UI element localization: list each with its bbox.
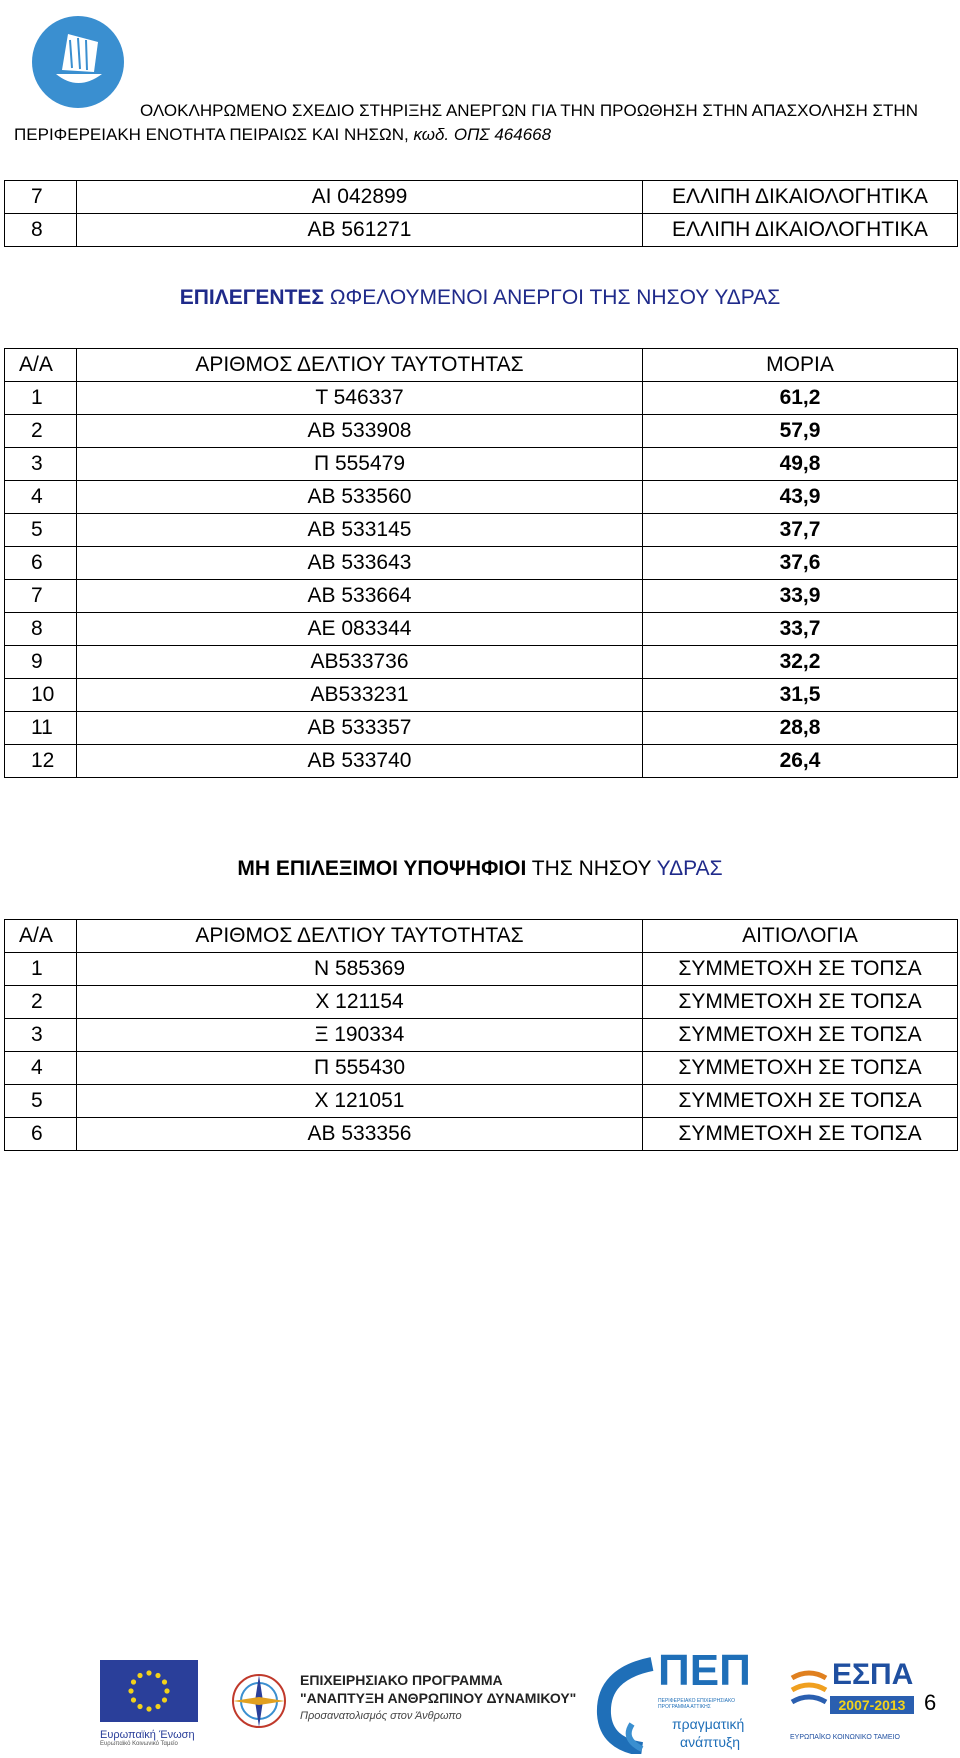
score: 28,8 [643, 712, 958, 745]
pep-sub: ΠΕΡΙΦΕΡΕΙΑΚΟ ΕΠΙΧΕΙΡΗΣΙΑΚΟ ΠΡΟΓΡΑΜΜΑ ΑΤΤΙΚΗΣ [658, 1698, 736, 1710]
score: 49,8 [643, 448, 958, 481]
espa-title: ΕΣΠΑ [832, 1658, 914, 1691]
selected-section-title [0, 286, 960, 310]
score: 57,9 [643, 415, 958, 448]
reason: ΕΛΛΙΠΗ ΔΙΚΑΙΟΛΟΓΗΤΙΚΑ [643, 214, 958, 247]
reason: ΕΛΛΙΠΗ ΔΙΚΑΙΟΛΟΓΗΤΙΚΑ [643, 181, 958, 214]
reason: ΣΥΜΜΕΤΟΧΗ ΣΕ ΤΟΠΣΑ [643, 953, 958, 986]
table-row [5, 953, 958, 986]
espa-logo [790, 1658, 916, 1754]
id-number: Ν 585369 [77, 953, 643, 986]
program-line1: ΕΠΙΧΕΙΡΗΣΙΑΚΟ ΠΡΟΓΡΑΜΜΑ [300, 1672, 503, 1688]
row-number: 6 [5, 1118, 77, 1151]
id-number: Ξ 190334 [77, 1019, 643, 1052]
header-code: κωδ. ΟΠΣ 464668 [413, 125, 552, 144]
table-row [5, 1118, 958, 1151]
table-row [5, 382, 958, 415]
row-number: 2 [5, 986, 77, 1019]
eu-logo [100, 1660, 200, 1752]
ineligible-title-island: ΥΔΡΑΣ [656, 857, 723, 880]
col-header-id: ΑΡΙΘΜΟΣ ΔΕΛΤΙΟΥ ΤΑΥΤΟΤΗΤΑΣ [77, 920, 643, 953]
selected-table [4, 348, 958, 778]
table-row [5, 986, 958, 1019]
selected-title-island: ΥΔΡΑΣ [714, 286, 781, 309]
ineligible-section-title [0, 857, 960, 881]
selected-title-bold: ΕΠΙΛΕΓΕΝΤΕΣ [179, 286, 325, 309]
table-row [5, 214, 958, 247]
score: 37,6 [643, 547, 958, 580]
row-number: 4 [5, 1052, 77, 1085]
eu-caption: Ευρωπαϊκή Ένωση [100, 1729, 195, 1741]
espa-sub: ΕΥΡΩΠΑΪΚΟ ΚΟΙΝΩΝΙΚΟ ΤΑΜΕΙΟ [790, 1734, 900, 1741]
id-number: ΑΒ 533664 [77, 580, 643, 613]
id-number: ΑΒ 533357 [77, 712, 643, 745]
compass-icon [228, 1670, 290, 1732]
score: 61,2 [643, 382, 958, 415]
program-logo [228, 1670, 578, 1740]
pep-word1: πραγματική [672, 1716, 745, 1732]
id-number: ΑΒ 533560 [77, 481, 643, 514]
score: 33,7 [643, 613, 958, 646]
row-number: 11 [5, 712, 77, 745]
col-header-aa: Α/Α [5, 920, 77, 953]
table-header-row [5, 920, 958, 953]
reason: ΣΥΜΜΕΤΟΧΗ ΣΕ ΤΟΠΣΑ [643, 1019, 958, 1052]
row-number: 12 [5, 745, 77, 778]
id-number: ΑΒ533231 [77, 679, 643, 712]
table-row [5, 679, 958, 712]
id-number: ΑΒ 533908 [77, 415, 643, 448]
score: 32,2 [643, 646, 958, 679]
espa-waves-icon [790, 1666, 828, 1716]
id-number: ΑΒ 533643 [77, 547, 643, 580]
table-row [5, 547, 958, 580]
table-header-row [5, 349, 958, 382]
id-number: Π 555430 [77, 1052, 643, 1085]
selected-title-rest: ΩΦΕΛΟΥΜΕΝΟΙ ΑΝΕΡΓΟΙ ΤΗΣ ΝΗΣΟΥ [324, 286, 715, 309]
score: 43,9 [643, 481, 958, 514]
row-number: 7 [5, 580, 77, 613]
reason: ΣΥΜΜΕΤΟΧΗ ΣΕ ΤΟΠΣΑ [643, 1085, 958, 1118]
incomplete-docs-table [4, 180, 958, 247]
id-number: ΑΒ 533356 [77, 1118, 643, 1151]
table-row [5, 1085, 958, 1118]
organization-logo [28, 12, 128, 112]
table-row [5, 448, 958, 481]
id-number: Τ 546337 [77, 382, 643, 415]
header-title-line1: ΟΛΟΚΛΗΡΩΜΕΝΟ ΣΧΕΔΙΟ ΣΤΗΡΙΞΗΣ ΑΝΕΡΓΩΝ ΓΙΑ ΤΗΝ ΠΡΟΩΘΗΣΗ ΣΤΗΝ ΑΠΑΣΧΟΛΗΣΗ ΣΤΗΝ [140, 101, 918, 120]
table-row [5, 1052, 958, 1085]
id-number: ΑΒ533736 [77, 646, 643, 679]
id-number: ΑΕ 083344 [77, 613, 643, 646]
col-header-id: ΑΡΙΘΜΟΣ ΔΕΛΤΙΟΥ ΤΑΥΤΟΤΗΤΑΣ [77, 349, 643, 382]
row-number: 5 [5, 514, 77, 547]
program-line3: Προσανατολισμός στον Άνθρωπο [300, 1710, 462, 1722]
row-number: 7 [5, 181, 77, 214]
score: 33,9 [643, 580, 958, 613]
pep-logo [592, 1646, 752, 1758]
footer-logos [0, 1640, 960, 1758]
id-number: Χ 121154 [77, 986, 643, 1019]
header-title-line2 [14, 125, 960, 145]
row-number: 8 [5, 214, 77, 247]
table-row [5, 1019, 958, 1052]
pep-word2: ανάπτυξη [680, 1734, 741, 1750]
col-header-aa: Α/Α [5, 349, 77, 382]
id-number: ΑΙ 042899 [77, 181, 643, 214]
score: 31,5 [643, 679, 958, 712]
ineligible-title-rest: ΤΗΣ ΝΗΣΟΥ [526, 857, 657, 880]
table-row [5, 514, 958, 547]
row-number: 1 [5, 953, 77, 986]
row-number: 10 [5, 679, 77, 712]
row-number: 5 [5, 1085, 77, 1118]
ineligible-title-bold: ΜΗ ΕΠΙΛΕΞΙΜΟΙ ΥΠΟΨΗΦΙΟΙ [237, 857, 527, 880]
id-number: ΑΒ 533145 [77, 514, 643, 547]
col-header-reason: ΑΙΤΙΟΛΟΓΙΑ [643, 920, 958, 953]
row-number: 6 [5, 547, 77, 580]
table-row [5, 712, 958, 745]
row-number: 8 [5, 613, 77, 646]
id-number: ΑΒ 561271 [77, 214, 643, 247]
eu-flag-icon [100, 1660, 198, 1722]
pep-swirl-icon [592, 1654, 662, 1754]
header-region: ΠΕΡΙΦΕΡΕΙΑΚΗ ΕΝΟΤΗΤΑ ΠΕΙΡΑΙΩΣ ΚΑΙ ΝΗΣΩΝ, [14, 125, 414, 144]
table-row [5, 646, 958, 679]
row-number: 2 [5, 415, 77, 448]
reason: ΣΥΜΜΕΤΟΧΗ ΣΕ ΤΟΠΣΑ [643, 1118, 958, 1151]
table-row [5, 613, 958, 646]
col-header-score: ΜΟΡΙΑ [643, 349, 958, 382]
row-number: 3 [5, 1019, 77, 1052]
ineligible-table [4, 919, 958, 1151]
score: 26,4 [643, 745, 958, 778]
id-number: ΑΒ 533740 [77, 745, 643, 778]
table-row [5, 415, 958, 448]
table-row [5, 580, 958, 613]
program-line2: "ΑΝΑΠΤΥΞΗ ΑΝΘΡΩΠΙΝΟΥ ΔΥΝΑΜΙΚΟΥ" [300, 1690, 577, 1706]
table-row [5, 481, 958, 514]
page-number: 6 [924, 1690, 937, 1715]
score: 37,7 [643, 514, 958, 547]
reason: ΣΥΜΜΕΤΟΧΗ ΣΕ ΤΟΠΣΑ [643, 986, 958, 1019]
eu-subcaption: Ευρωπαϊκό Κοινωνικό Ταμείο [100, 1741, 178, 1747]
pep-title: ΠΕΠ [658, 1646, 751, 1695]
table-row [5, 181, 958, 214]
table-row [5, 745, 958, 778]
id-number: Χ 121051 [77, 1085, 643, 1118]
reason: ΣΥΜΜΕΤΟΧΗ ΣΕ ΤΟΠΣΑ [643, 1052, 958, 1085]
row-number: 3 [5, 448, 77, 481]
row-number: 9 [5, 646, 77, 679]
espa-years: 2007-2013 [830, 1696, 914, 1714]
row-number: 4 [5, 481, 77, 514]
row-number: 1 [5, 382, 77, 415]
id-number: Π 555479 [77, 448, 643, 481]
